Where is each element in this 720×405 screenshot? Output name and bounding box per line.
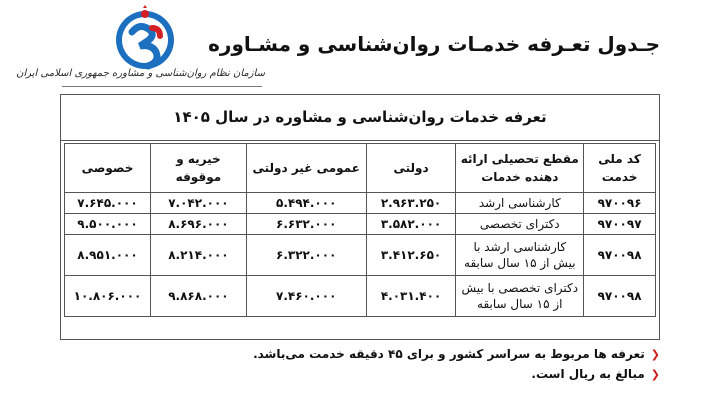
cell-state: ۳.۴۱۲.۶۵۰ xyxy=(366,235,456,276)
cell-public-non-state: ۵.۴۹۴.۰۰۰ xyxy=(246,193,366,214)
cell-charity: ۸.۶۹۶.۰۰۰ xyxy=(150,214,246,235)
table-header-row xyxy=(65,144,656,193)
chevron-left-icon: ❮ xyxy=(650,348,660,361)
cell-private: ۹.۵۰۰.۰۰۰ xyxy=(65,214,151,235)
header-divider xyxy=(62,86,262,87)
page-header xyxy=(0,0,720,92)
header-public-non-state: عمومی غیر دولتی xyxy=(246,144,366,193)
header-code: کد ملی خدمت xyxy=(584,144,656,193)
chevron-left-icon: ❮ xyxy=(650,368,660,381)
cell-charity: ۸.۲۱۴.۰۰۰ xyxy=(150,235,246,276)
cell-public-non-state: ۷.۴۶۰.۰۰۰ xyxy=(246,276,366,317)
cell-private: ۷.۶۴۵.۰۰۰ xyxy=(65,193,151,214)
footnote-text: تعرفه ها مربوط به سراسر کشور و برای ۴۵ دقیقه خدمت می‌باشد. xyxy=(253,347,645,361)
table-row xyxy=(65,193,656,214)
tariff-table xyxy=(64,143,656,317)
table-row xyxy=(65,276,656,317)
footnote-text: مبالغ به ریال است. xyxy=(531,367,645,381)
organization-name: سازمان نظام روان‌شناسی و مشاوره جمهوری اسلامی ایران xyxy=(16,68,265,79)
header-state: دولتی xyxy=(366,144,456,193)
cell-code: ۹۷۰۰۹۷ xyxy=(584,214,656,235)
footnotes xyxy=(60,344,660,384)
cell-level: دکترای تخصصی xyxy=(456,214,584,235)
cell-public-non-state: ۶.۶۳۲.۰۰۰ xyxy=(246,214,366,235)
table-row xyxy=(65,214,656,235)
cell-level: دکترای تخصصی با بیش از ۱۵ سال سابقه xyxy=(456,276,584,317)
tariff-table-frame xyxy=(60,94,660,340)
cell-code: ۹۷۰۰۹۸ xyxy=(584,235,656,276)
cell-public-non-state: ۶.۳۲۲.۰۰۰ xyxy=(246,235,366,276)
cell-state: ۴.۰۳۱.۴۰۰ xyxy=(366,276,456,317)
table-row xyxy=(65,235,656,276)
pc-logo-icon xyxy=(100,4,190,94)
cell-level: کارشناسی ارشد با بیش از ۱۵ سال سابقه xyxy=(456,235,584,276)
header-charity: خیریه و موقوفه xyxy=(150,144,246,193)
footnote-item xyxy=(60,344,660,364)
cell-level: کارشناسی ارشد xyxy=(456,193,584,214)
header-private: خصوصی xyxy=(65,144,151,193)
cell-charity: ۷.۰۴۲.۰۰۰ xyxy=(150,193,246,214)
cell-charity: ۹.۸۶۸.۰۰۰ xyxy=(150,276,246,317)
footnote-item xyxy=(60,364,660,384)
header-level: مقطع تحصیلی ارائه دهنده خدمات xyxy=(456,144,584,193)
cell-state: ۲.۹۶۳.۲۵۰ xyxy=(366,193,456,214)
table-caption: تعرفه خدمات روان‌شناسی و مشاوره در سال ۱۴۰۵ xyxy=(61,95,659,141)
cell-code: ۹۷۰۰۹۸ xyxy=(584,276,656,317)
cell-state: ۳.۵۸۲.۰۰۰ xyxy=(366,214,456,235)
cell-private: ۱۰.۸۰۶.۰۰۰ xyxy=(65,276,151,317)
cell-private: ۸.۹۵۱.۰۰۰ xyxy=(65,235,151,276)
page-title: جـدول تعـرفه خدمـات روان‌شناسی و مشـاوره xyxy=(208,32,660,56)
cell-code: ۹۷۰۰۹۶ xyxy=(584,193,656,214)
